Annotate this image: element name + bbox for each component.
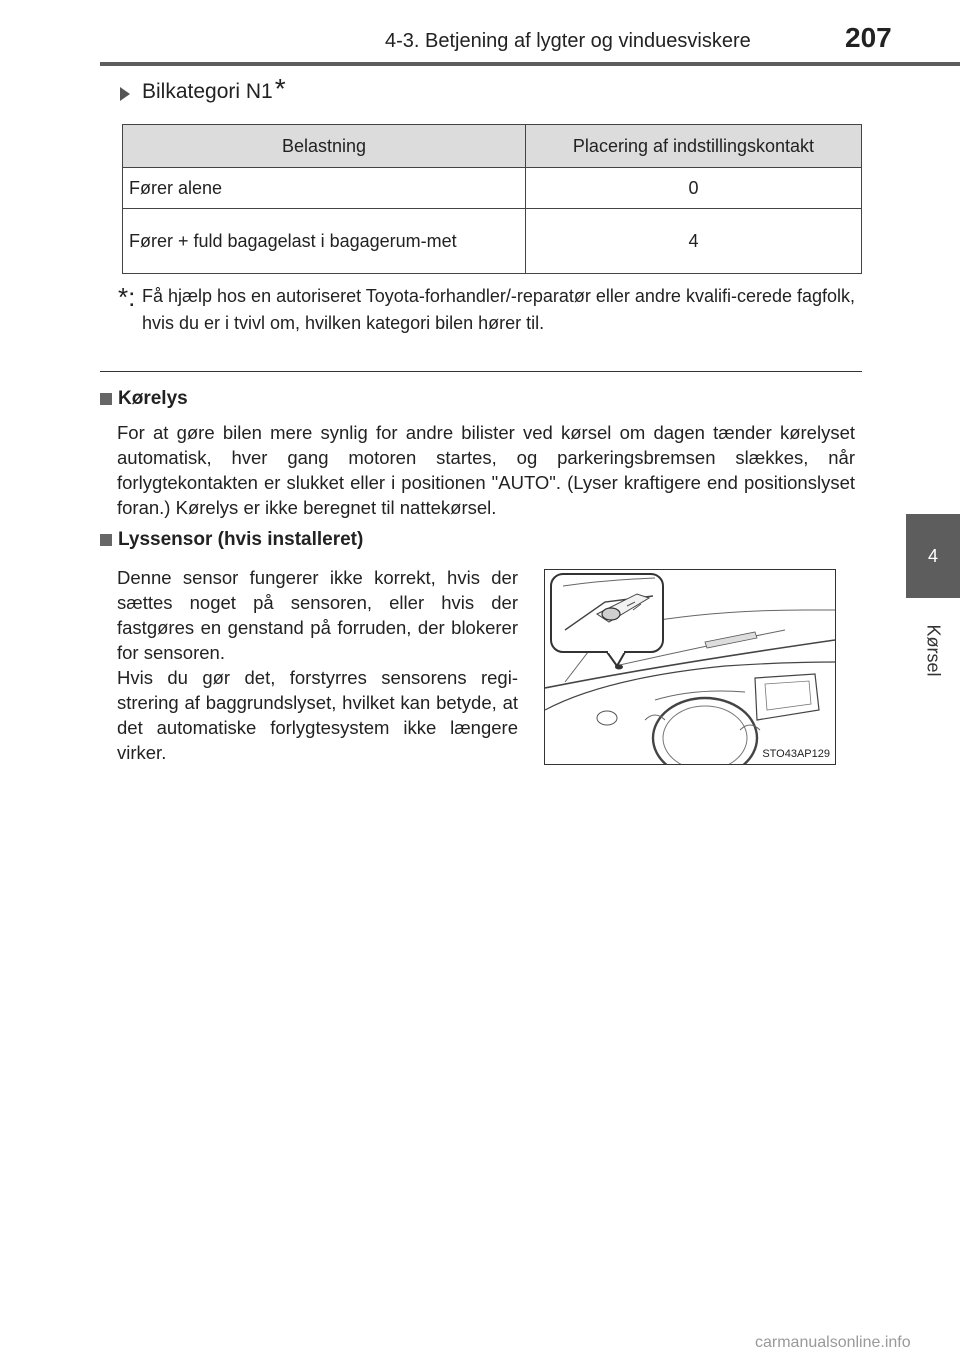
lyssensor-body bbox=[117, 565, 518, 765]
footnote-text: Få hjælp hos en autoriseret Toyota-forhandler/-reparatør eller andre kvalifi-cerede fagfolk, hvis du er i tvivl om, hvilken kategori bilen hører til. bbox=[142, 286, 856, 333]
header-rule bbox=[100, 62, 960, 66]
table-cell-position: 0 bbox=[526, 168, 862, 209]
figure-label: STO43AP129 bbox=[762, 748, 830, 760]
table-cell-load: Fører + fuld bagagelast i bagagerum-met bbox=[123, 209, 526, 274]
triangle-bullet-icon bbox=[120, 87, 130, 101]
load-table bbox=[122, 124, 862, 274]
section-title-text: Lyssensor (hvis installeret) bbox=[118, 529, 364, 550]
chapter-label: Kørsel bbox=[923, 623, 944, 677]
category-title: Bilkategori N1 bbox=[142, 80, 273, 103]
section-divider bbox=[100, 371, 862, 372]
table-row bbox=[123, 168, 862, 209]
section-title-text: Kørelys bbox=[118, 388, 188, 409]
watermark: carmanualsonline.info bbox=[755, 1334, 911, 1351]
section-title-korelys bbox=[100, 388, 188, 410]
category-star: * bbox=[274, 73, 286, 104]
table-header-load: Belastning bbox=[123, 125, 526, 168]
dashboard-illustration bbox=[545, 570, 835, 764]
footnote bbox=[118, 283, 862, 337]
page-number: 207 bbox=[845, 22, 892, 53]
dashboard-figure bbox=[544, 569, 836, 765]
square-bullet-icon bbox=[100, 534, 112, 546]
section-title-lyssensor bbox=[100, 529, 363, 551]
table-cell-load: Fører alene bbox=[123, 168, 526, 209]
lyssensor-paragraph-1: Denne sensor fungerer ikke korrekt, hvis der sættes noget på sensoren, eller hvis der fastgøres en genstand på forruden, der blokerer for sensoren. bbox=[117, 567, 518, 663]
korelys-body: For at gøre bilen mere synlig for andre bilister ved kørsel om dagen tænder kørelyset automatisk, hver gang motoren startes, og parkeringsbremsen slækkes, når forlygtekontakten er slukket eller i positionen "AUTO". (Lyser kraftigere end positionslyset foran.) Kørelys er ikke beregnet til nattekørsel. bbox=[117, 422, 855, 518]
lyssensor-paragraph-2: Hvis du gør det, forstyrres sensorens regi-strering af baggrundslyset, hvilket kan betyde, at det automatiske forlygtesystem ikke længere virker. bbox=[117, 667, 518, 763]
table-row bbox=[123, 209, 862, 274]
category-heading bbox=[120, 73, 286, 104]
table-header-row bbox=[123, 125, 862, 168]
running-header: 4-3. Betjening af lygter og vinduesviskere bbox=[385, 30, 751, 52]
chapter-label-container bbox=[906, 610, 960, 690]
square-bullet-icon bbox=[100, 393, 112, 405]
table-cell-position: 4 bbox=[526, 209, 862, 274]
chapter-tab bbox=[906, 514, 960, 598]
table-header-position: Placering af indstillingskontakt bbox=[526, 125, 862, 168]
footnote-mark: *: bbox=[118, 282, 136, 312]
chapter-number: 4 bbox=[927, 545, 938, 566]
